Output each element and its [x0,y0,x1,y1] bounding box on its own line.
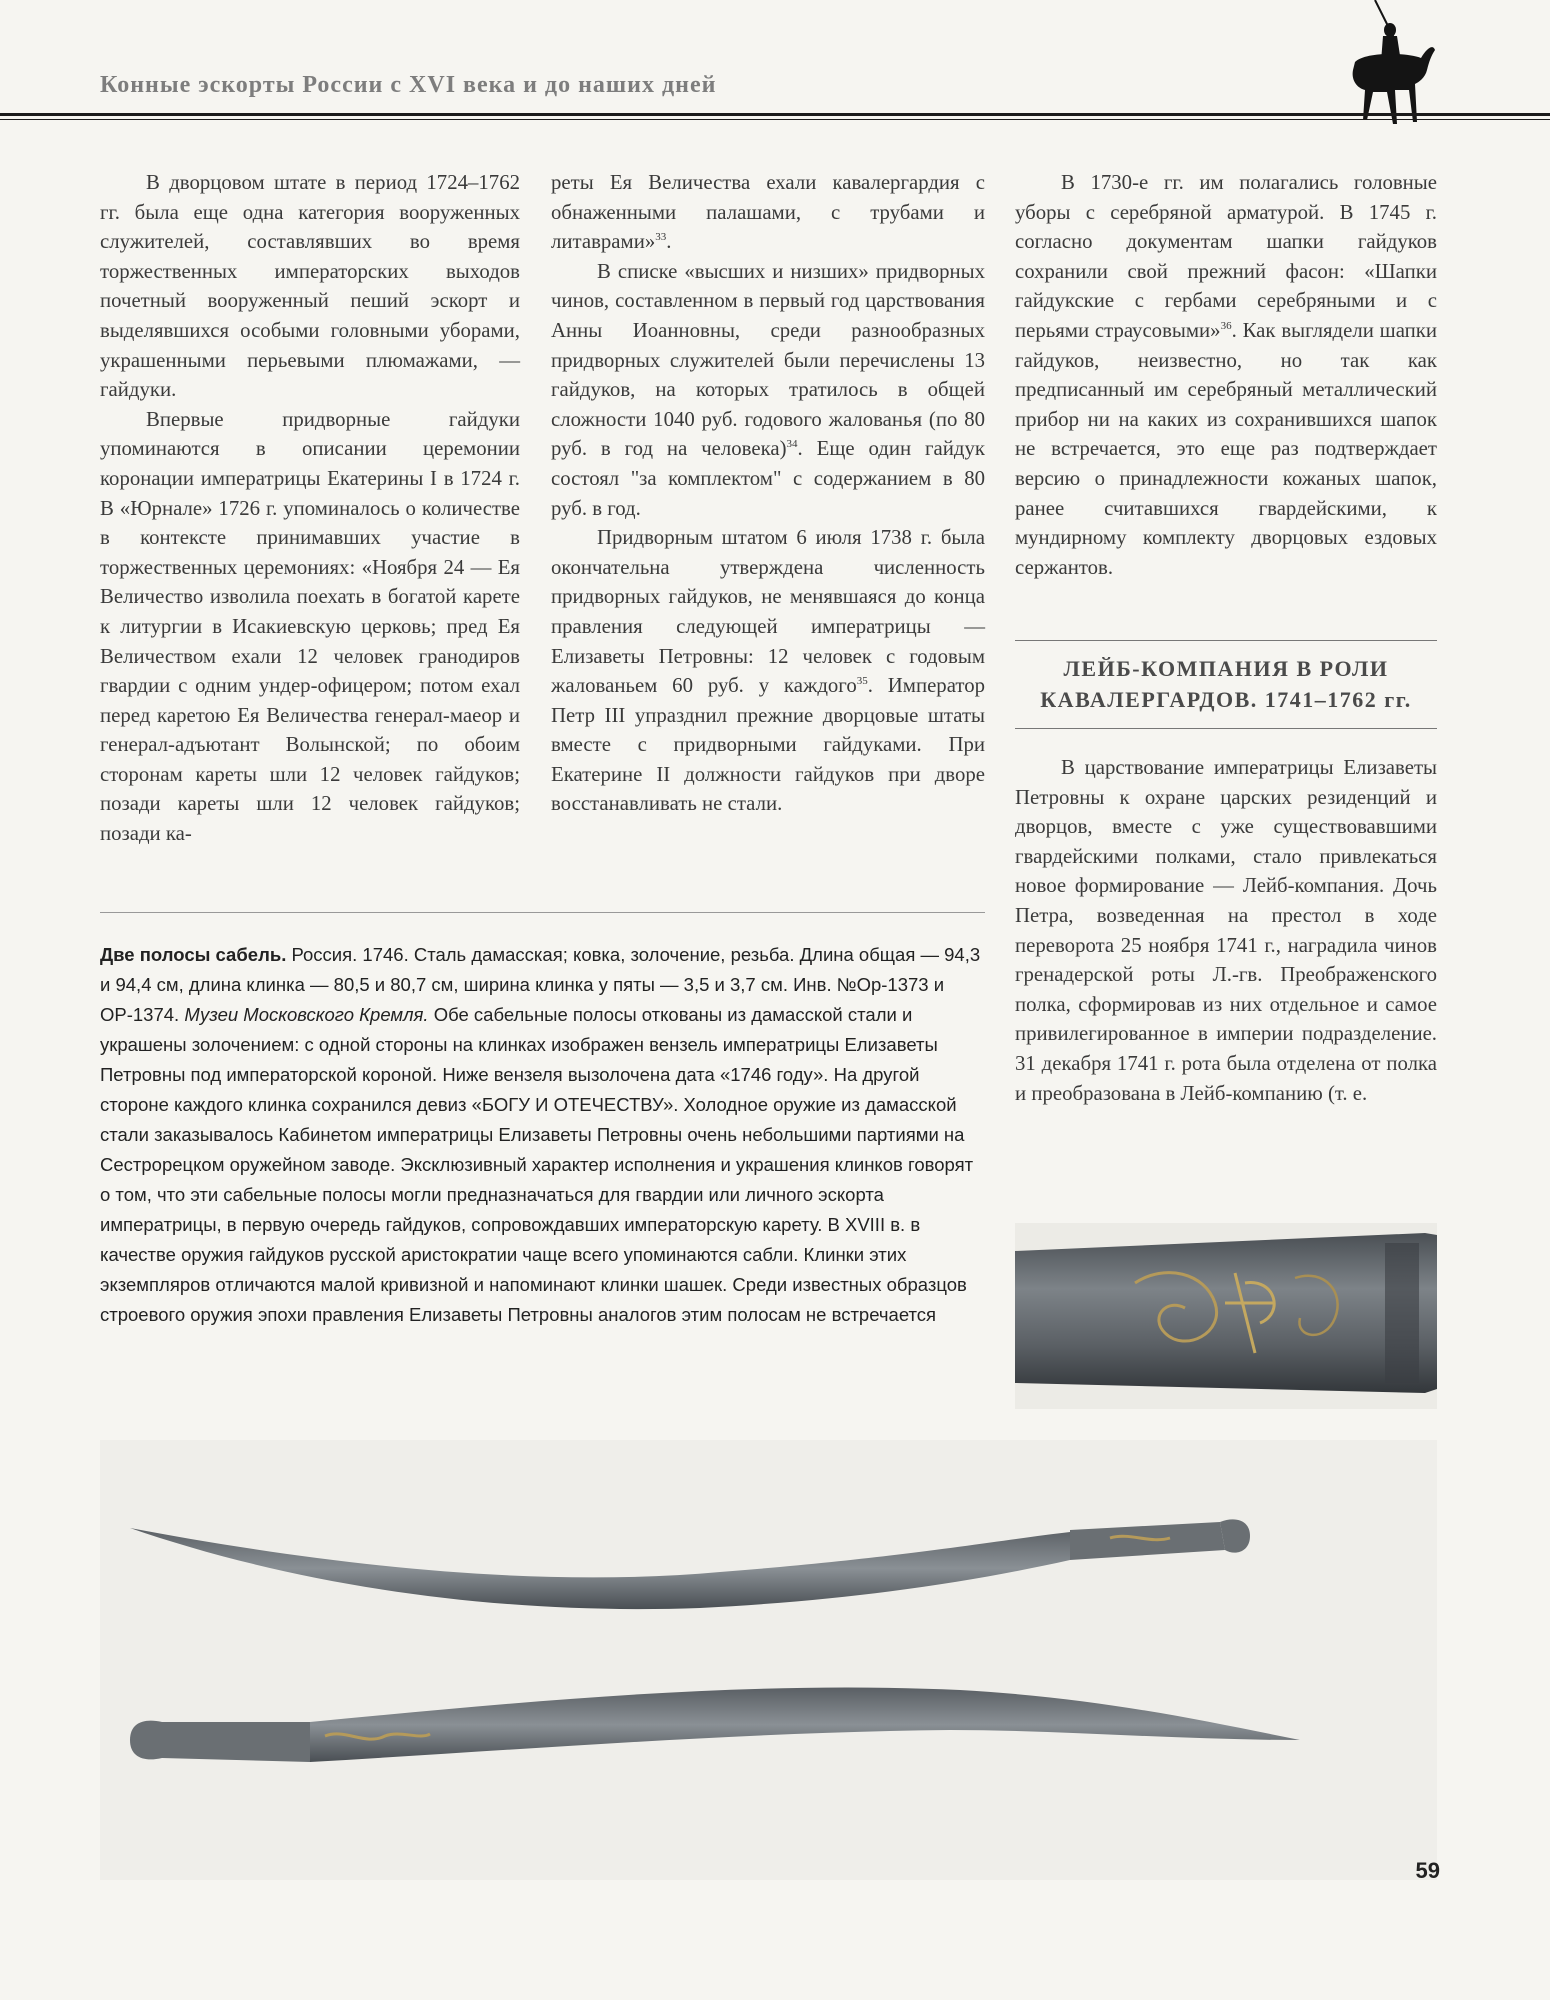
caption-title: Две полосы сабель. [100,944,287,965]
paragraph: Впервые придворные гайдуки упоминаются в описании церемонии коронации императрицы Екатерины I в 1724 г. В «Юрнале» 1726 г. упоминалось о количестве в контексте принимавших участие в торжественных церемониях: «Ноября 24 — Ея Величество изволила поехать в богатой карете к литургии в Исакиевскую церковь; пред Ея Величеством ехали 12 человек гранодиров гвардии с одним ундер-офицером; потом ехал перед каретою Ея Величества генерал-маеор и генерал-адъютант Волынской; по обоим сторонам кареты шли 12 человек гайдуков; позади кареты шли 12 человек гайдуков; позади ка- [100,407,520,846]
footnote-ref: 33 [655,231,667,244]
paragraph: В списке «высших и низших» придворных чинов, составленном в первый год царствования Анны Иоанновны, среди разнообразных придворных служителей были перечислены 13 гайдуков, на которых тратилось в общей сложности 1040 руб. годового жалованья (по 80 руб. в год на человека)$^{34}$. Еще один гайдук состоял "за комплектом" с содержанием в 80 руб. в год. [551,259,986,520]
section-heading: ЛЕЙБ-КОМПАНИЯ В РОЛИ КАВАЛЕРГАРДОВ. 1741–1762 гг. [1040,656,1412,712]
text-column-1 [100,168,520,849]
blade-detail-photo [1015,1223,1437,1409]
paragraph: В 1730-е гг. им полагались головные уборы с серебряной арматурой. В 1745 г. согласно документам шапки гайдуков сохранили свой прежний фасон: «Шапки гайдукские с гербами серебряными и с перьями страусовыми»$^{36}$. Как выглядели шапки гайдуков, неизвестно, но так как предписанный им серебряный металлический прибор ни на каких из сохранившихся шапок не встречается, это еще раз подтверждает версию о принадлежности кожаных шапок, ранее считавшихся гвардейскими, к мундирному комплекту дворцовых ездовых сержантов. [1015,171,1438,579]
page-number: 59 [1415,1858,1440,1883]
footnote-ref: 35 [856,675,868,688]
paragraph: В дворцовом штате в период 1724–1762 гг. была еще одна категория вооруженных служителей, составлявших во время торжественных императорских выходов почетный вооруженный пеший эскорт и выделявшихся особыми головными уборами, украшенными перьевыми плюмажами, — гайдуки. [100,171,520,402]
paragraph: Придворным штатом 6 июля 1738 г. была окончательна утверждена численность придворных гайдуков, не менявшаяся до конца правления следующей императрицы — Елизаветы Петровны: 12 человек с годовым жалованьем 60 руб. у каждого$^{35}$. Император Петр III упразднил прежние дворцовые штаты вместе с придворными гайдуками. При Екатерине II должности гайдуков при дворе восстанавливать не стали. [551,526,986,816]
footnote-ref: 34 [786,438,798,451]
section-rule-top [1015,640,1437,641]
header-rule [0,113,1550,116]
section-rule-bottom [1015,728,1437,729]
caption-rule [100,912,985,913]
footnote-ref: 36 [1220,320,1232,333]
paragraph: реты Ея Величества ехали кавалергардия с обнаженными палашами, с трубами и литаврами»$^{33}$. [551,171,985,254]
text-column-2 [551,168,985,819]
figure-caption: Две полосы сабель. Россия. 1746. Сталь дамасская; ковка, золочение, резьба. Длина общая — 94,3 и 94,4 см, длина клинка — 80,5 и 80,7 см, ширина клинка у пяты — 3,5 и 3,7 см. Инв. №Ор-1373 и ОР-1374. Музеи Московского Кремля. Обе сабельные полосы откованы из дамасской стали и украшены золочением: с одной стороны на клинках изображен вензель императрицы Елизаветы Петровны под императорской короной. Ниже вензеля вызолочена дата «1746 году». На другой стороне каждого клинка сохранился девиз «БОГУ И ОТЕЧЕСТВУ». Холодное оружие из дамасской стали заказывалось Кабинетом императрицы Елизаветы Петровны очень небольшими партиями на Сестрорецком оружейном заводе. Эксклюзивный характер исполнения и украшения клинков говорят о том, что эти сабельные полосы могли предназначаться для гвардии или личного эскорта императрицы, в первую очередь гайдуков, сопровождавших императорскую карету. В XVIII в. в качестве оружия гайдуков русской аристократии чаще всего упоминаются сабли. Клинки этих экземпляров отличаются малой кривизной и напоминают клинки шашек. Среди известных образцов строевого оружия эпохи правления Елизаветы Петровны аналогов этим полосам не встречается [100,944,981,1325]
sabre-blades-photo [100,1440,1437,1880]
running-header: Конные эскорты России с XVI века и до наших дней [100,72,717,98]
text-column-3 [1015,168,1437,582]
caption-museum: Музеи Московского Кремля. [184,1004,429,1025]
text-column-3-continued [1015,753,1437,1108]
paragraph: В царствование императрицы Елизаветы Петровны к охране царских резиденций и дворцов, вместе с уже существовавшими гвардейскими полками, стало привлекаться новое формирование — Лейб-компания. Дочь Петра, возведенная на престол в ходе переворота 25 ноября 1741 г., наградила чинов гренадерской роты Л.-гв. Преображенского полка, сформировав из них отдельное и самое привилегированное в империи подразделение. 31 декабря 1741 г. рота была отделена от полка и преобразована в Лейб-компанию (т. е. [1015,756,1437,1105]
header-rule-thin [0,119,1550,120]
